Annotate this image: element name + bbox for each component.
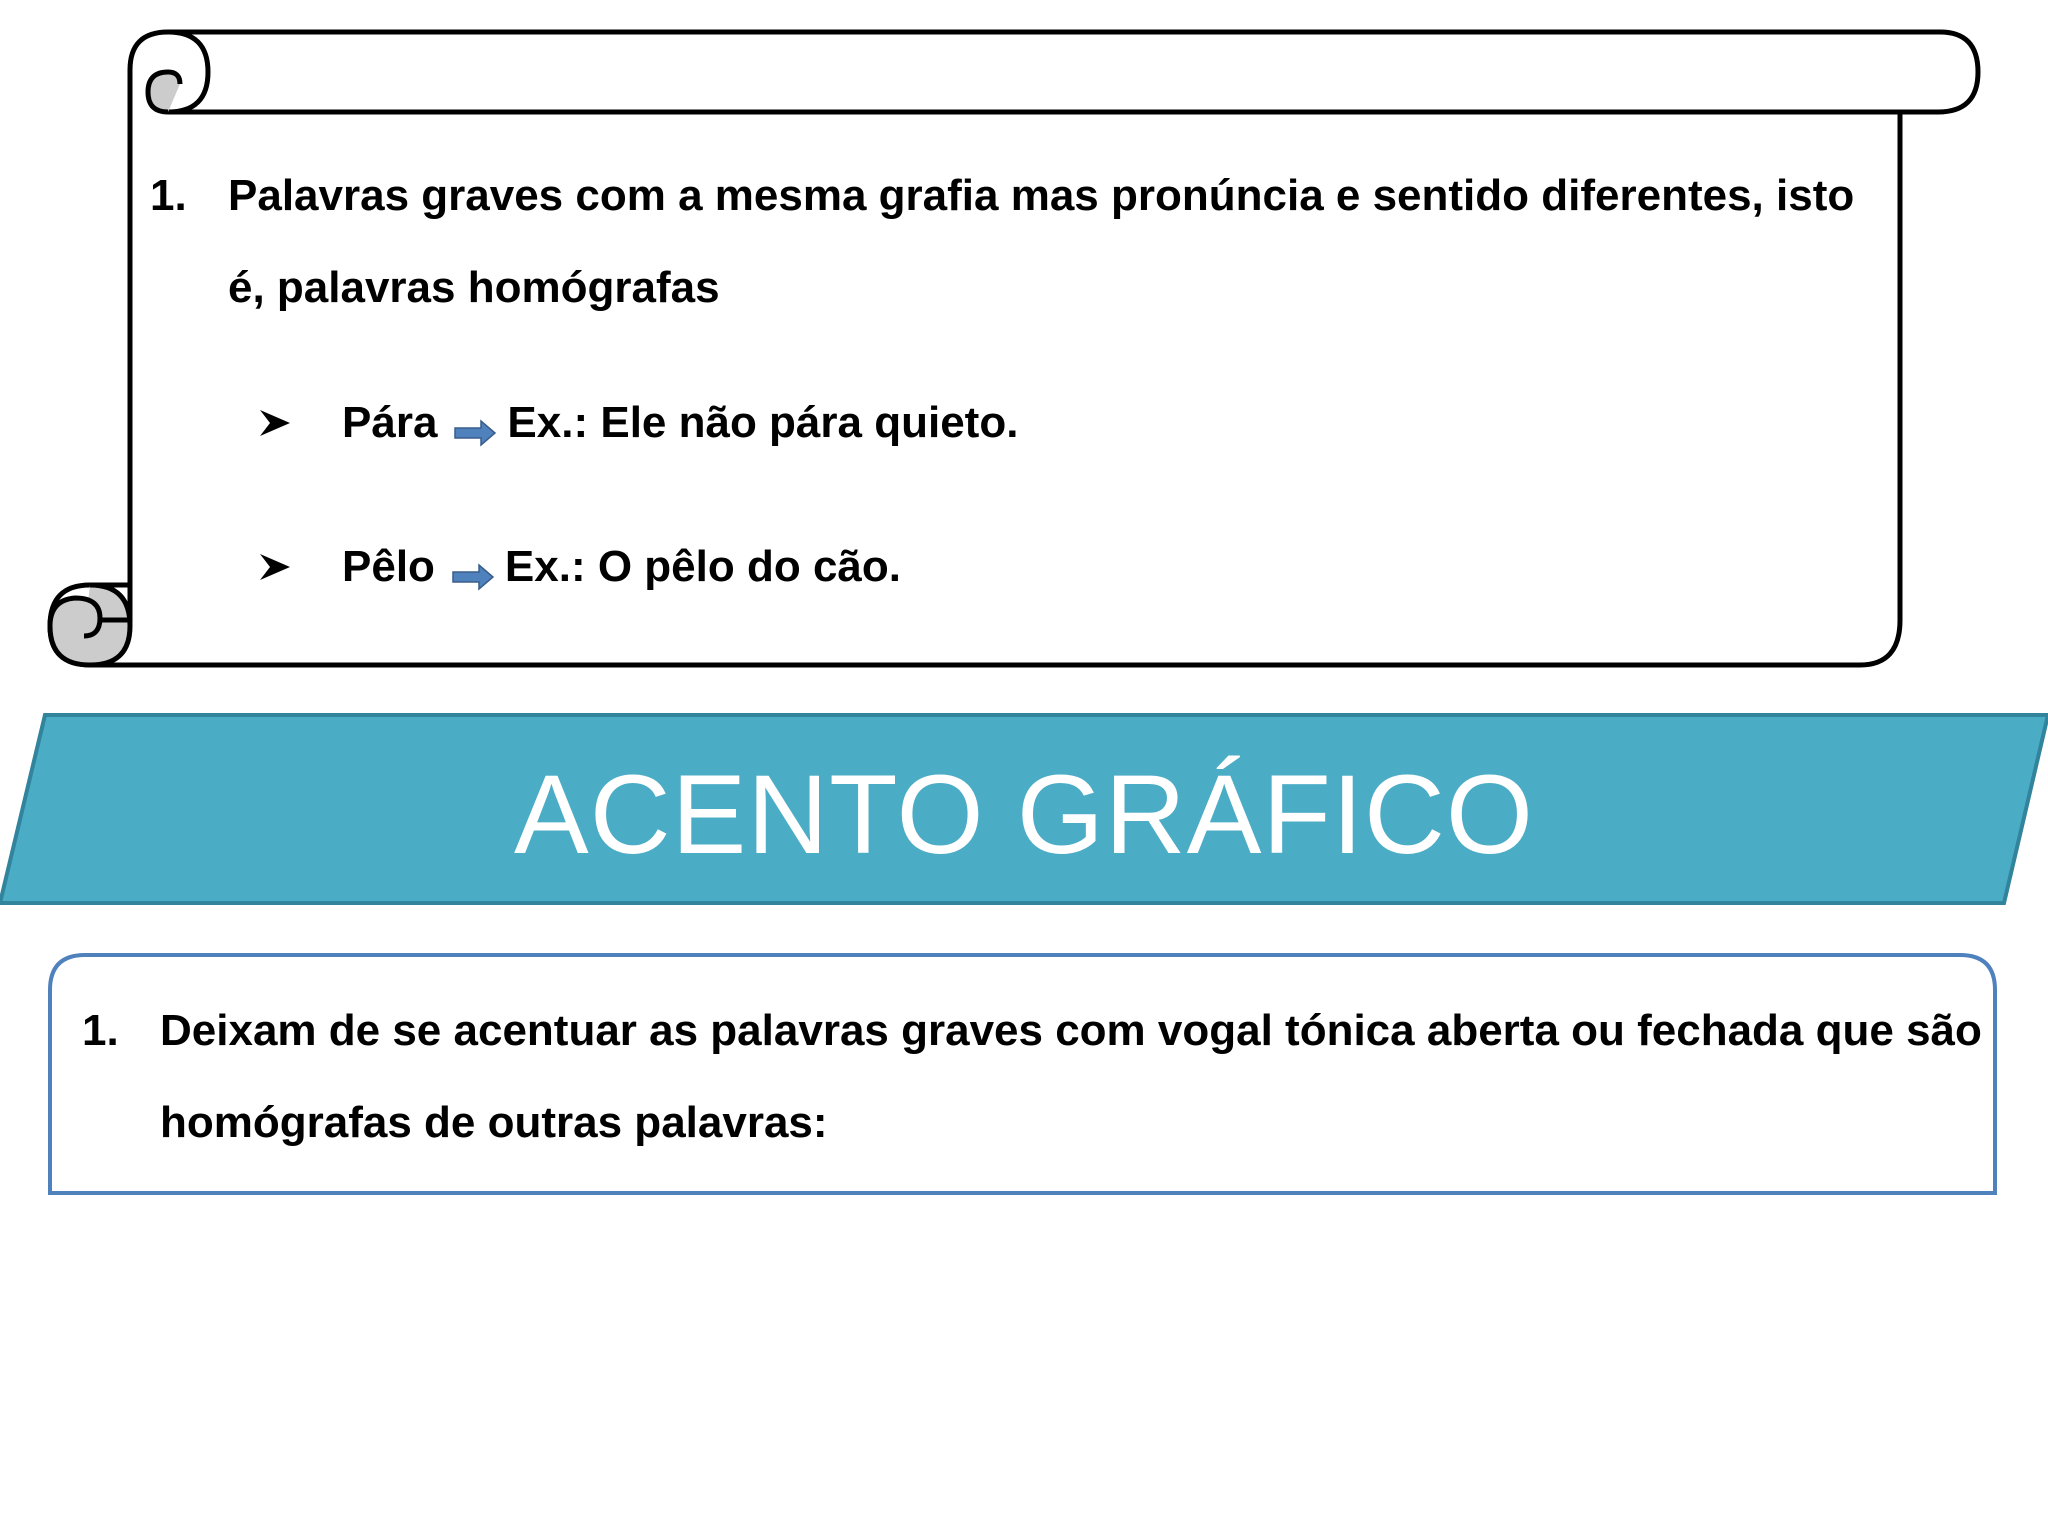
right-arrow-icon	[451, 562, 495, 592]
item-number: 1.	[150, 171, 187, 220]
box-numbered-item	[82, 985, 1982, 1169]
item-text: Palavras graves com a mesma grafia mas pronúncia e sentido diferentes, isto é, palavras homógrafas	[228, 171, 1855, 312]
example-row-pelo	[258, 542, 901, 592]
chevron-bullet-icon	[258, 550, 292, 584]
chevron-bullet-icon	[258, 406, 292, 440]
scroll-content	[150, 150, 1890, 334]
item-number: 1.	[82, 1006, 119, 1055]
example-row-para	[258, 398, 1018, 448]
example-sentence: Ex.: O pêlo do cão.	[504, 542, 901, 591]
right-arrow-icon	[453, 418, 497, 448]
example-word: Pêlo	[342, 542, 435, 591]
item-text: Deixam de se acentuar as palavras graves com vogal tónica aberta ou fechada que são homógrafas de outras palavras:	[160, 1006, 1982, 1147]
example-word: Pára	[342, 398, 438, 447]
example-sentence: Ex.: Ele não pára quieto.	[507, 398, 1019, 447]
box-content	[82, 985, 1982, 1169]
scroll-numbered-item	[150, 150, 1890, 334]
page-title: ACENTO GRÁFICO	[513, 752, 1535, 877]
